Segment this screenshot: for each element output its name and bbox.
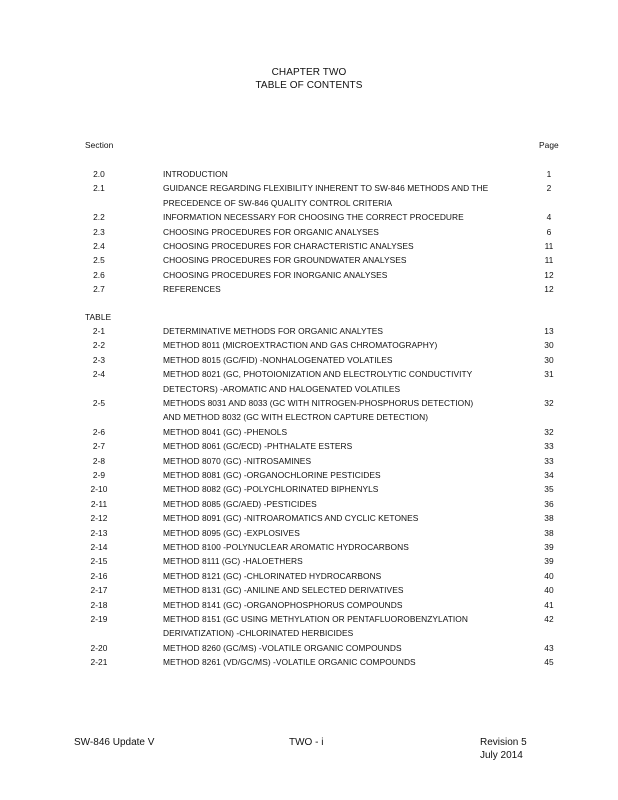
entry-title: INFORMATION NECESSARY FOR CHOOSING THE CORRECT PROCEDURE <box>163 212 464 223</box>
entry-title: METHOD 8061 (GC/ECD) -PHTHALATE ESTERS <box>163 441 353 452</box>
entry-page: 39 <box>544 556 554 567</box>
entry-title: CHOOSING PROCEDURES FOR INORGANIC ANALYSES <box>163 269 388 280</box>
entry-number: 2-6 <box>92 426 106 437</box>
entry-page: 42 <box>544 614 554 624</box>
entry-page: 43 <box>544 642 554 653</box>
entry-title: METHOD 8151 (GC USING METHYLATION OR PENTAFLUOROBENZYLATION <box>163 614 468 624</box>
entry-number: 2-10 <box>90 484 108 495</box>
entry-number: 2-4 <box>92 369 106 380</box>
footer-page-number: TWO - i <box>289 737 324 748</box>
entry-number: 2-2 <box>92 340 106 351</box>
entry-title: METHOD 8111 (GC) -HALOETHERS <box>163 556 303 567</box>
entry-title: METHOD 8260 (GC/MS) -VOLATILE ORGANIC COMPOUNDS <box>163 642 402 653</box>
entry-title: AND METHOD 8032 (GC WITH ELECTRON CAPTURE DETECTION) <box>163 412 429 423</box>
entry-page: 38 <box>544 527 554 538</box>
entry-page: 33 <box>544 441 554 452</box>
entry-page: 35 <box>544 484 554 495</box>
entry-number: 2.0 <box>93 169 105 179</box>
entry-title: METHOD 8091 (GC) -NITROAROMATICS AND CYCLIC KETONES <box>163 513 419 524</box>
entry-page: 40 <box>544 585 554 596</box>
entry-number: 2-19 <box>90 614 108 624</box>
entry-number: 2-15 <box>90 556 108 567</box>
entry-title: CHOOSING PROCEDURES FOR ORGANIC ANALYSES <box>163 226 379 237</box>
entry-page: 34 <box>544 470 554 480</box>
entry-title: GUIDANCE REGARDING FLEXIBILITY INHERENT TO SW-846 METHODS AND THE <box>163 183 489 194</box>
footer-date: July 2014 <box>480 750 523 761</box>
entry-page: 12 <box>544 269 554 280</box>
entry-number: 2.1 <box>93 183 105 194</box>
chapter-title: CHAPTER TWO <box>271 67 347 78</box>
entry-page: 32 <box>544 426 554 437</box>
entry-number: 2.3 <box>93 226 105 237</box>
entry-number: 2.5 <box>93 255 105 266</box>
entry-title: METHOD 8041 (GC) -PHENOLS <box>163 426 288 437</box>
entry-title: CHOOSING PROCEDURES FOR CHARACTERISTIC ANALYSES <box>163 241 414 251</box>
entry-page: 1 <box>546 169 552 179</box>
entry-page: 11 <box>544 255 554 266</box>
entry-title: METHOD 8085 (GC/AED) -PESTICIDES <box>163 498 317 509</box>
entry-title: METHOD 8141 (GC) -ORGANOPHOSPHORUS COMPOUNDS <box>163 599 403 610</box>
entry-title: METHOD 8131 (GC) -ANILINE AND SELECTED DERIVATIVES <box>163 585 404 596</box>
entry-number: 2-11 <box>90 498 108 509</box>
entry-number: 2-3 <box>92 354 106 365</box>
entry-page: 6 <box>546 226 552 237</box>
page-column-header: Page <box>539 140 559 150</box>
entry-title: METHOD 8121 (GC) -CHLORINATED HYDROCARBONS <box>163 570 382 581</box>
entry-number: 2-13 <box>90 527 108 538</box>
entry-number: 2-17 <box>90 585 108 596</box>
entry-title: DERIVATIZATION) -CHLORINATED HERBICIDES <box>163 628 354 639</box>
entry-title: METHOD 8070 (GC) -NITROSAMINES <box>163 455 312 466</box>
entry-number: 2.2 <box>93 212 105 223</box>
entry-title: METHODS 8031 AND 8033 (GC WITH NITROGEN-PHOSPHORUS DETECTION) <box>163 398 474 408</box>
entry-number: 2-16 <box>90 570 108 581</box>
entry-page: 2 <box>546 183 552 194</box>
entry-page: 36 <box>544 498 554 509</box>
entry-title: METHOD 8011 (MICROEXTRACTION AND GAS CHROMATOGRAPHY) <box>163 340 438 351</box>
entry-title: METHOD 8100 -POLYNUCLEAR AROMATIC HYDROCARBONS <box>163 542 409 552</box>
entry-page: 30 <box>544 340 554 351</box>
entry-page: 45 <box>544 657 554 668</box>
entry-page: 12 <box>544 284 554 295</box>
entry-page: 4 <box>546 212 552 223</box>
entry-page: 38 <box>544 513 554 524</box>
entry-page: 11 <box>544 241 554 251</box>
entry-title: METHOD 8015 (GC/FID) -NONHALOGENATED VOLATILES <box>163 354 393 365</box>
entry-page: 40 <box>544 570 554 581</box>
entry-page: 39 <box>544 542 554 552</box>
entry-number: 2-18 <box>90 599 108 610</box>
entry-title: METHOD 8082 (GC) -POLYCHLORINATED BIPHENYLS <box>163 484 379 495</box>
entry-title: METHOD 8021 (GC, PHOTOIONIZATION AND ELECTROLYTIC CONDUCTIVITY <box>163 369 473 380</box>
entry-page: 33 <box>544 455 554 466</box>
entry-number: 2-5 <box>92 398 106 408</box>
entry-number: 2-9 <box>92 470 106 480</box>
table-label: TABLE <box>85 312 112 322</box>
entry-page: 32 <box>544 398 554 408</box>
entry-title: CHOOSING PROCEDURES FOR GROUNDWATER ANALYSES <box>163 255 407 266</box>
entry-title: METHOD 8261 (VD/GC/MS) -VOLATILE ORGANIC COMPOUNDS <box>163 657 416 668</box>
entry-title: INTRODUCTION <box>163 169 228 179</box>
entry-number: 2-14 <box>90 542 108 552</box>
entry-title: DETECTORS) -AROMATIC AND HALOGENATED VOLATILES <box>163 383 401 394</box>
entry-number: 2.6 <box>93 269 105 280</box>
entry-number: 2.4 <box>93 241 105 251</box>
footer-revision: Revision 5 <box>480 737 527 748</box>
entry-title: REFERENCES <box>163 284 221 295</box>
entry-title: DETERMINATIVE METHODS FOR ORGANIC ANALYTES <box>163 326 384 336</box>
entry-title: METHOD 8095 (GC) -EXPLOSIVES <box>163 527 300 538</box>
entry-page: 30 <box>544 354 554 365</box>
entry-number: 2-1 <box>92 326 106 336</box>
entry-title: PRECEDENCE OF SW-846 QUALITY CONTROL CRITERIA <box>163 197 393 208</box>
entry-page: 13 <box>544 326 554 336</box>
entry-number: 2-12 <box>90 513 108 524</box>
toc-title: TABLE OF CONTENTS <box>255 80 363 91</box>
entry-number: 2-8 <box>92 455 106 466</box>
entry-number: 2-7 <box>92 441 106 452</box>
section-column-header: Section <box>85 140 114 150</box>
entry-title: METHOD 8081 (GC) -ORGANOCHLORINE PESTICIDES <box>163 470 381 480</box>
footer-document-id: SW-846 Update V <box>74 737 155 748</box>
entry-page: 31 <box>544 369 554 380</box>
entry-page: 41 <box>544 599 554 610</box>
entry-number: 2-20 <box>90 642 108 653</box>
entry-number: 2-21 <box>90 657 108 668</box>
entry-number: 2.7 <box>93 284 105 295</box>
